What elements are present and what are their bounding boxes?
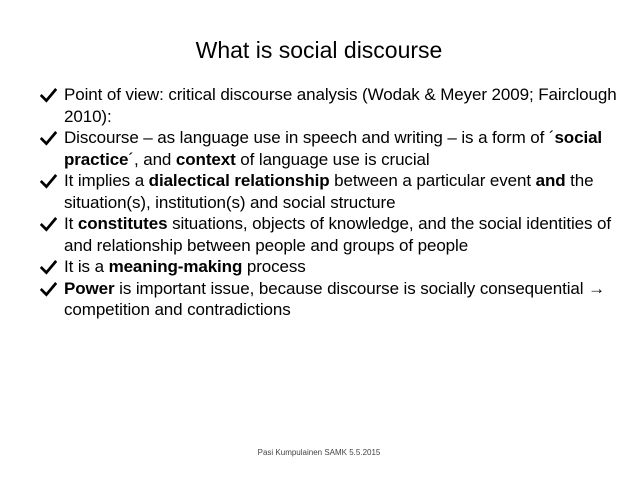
bullet-segment: situations, objects of knowledge, and the social identities of and relationship between people and groups of people — [64, 214, 611, 255]
bullet-text — [64, 171, 594, 212]
check-icon — [40, 213, 60, 234]
bold-term: Power — [64, 278, 115, 298]
bullet-segment: process — [242, 257, 306, 276]
bullet-segment: It implies a — [64, 171, 149, 190]
bullet-item — [40, 256, 620, 278]
bullet-segment: Point of view: critical discourse analysis (Wodak & Meyer 2009; Fairclough 2010): — [64, 85, 617, 126]
bold-term: → — [588, 278, 605, 298]
check-icon — [40, 170, 60, 191]
bullet-list — [40, 84, 620, 321]
bullet-text — [64, 85, 617, 126]
bold-term: and — [535, 171, 566, 190]
bullet-text — [64, 257, 306, 276]
bullet-item — [40, 213, 620, 256]
footer-credit: Pasi Kumpulainen SAMK 5.5.2015 — [257, 448, 381, 457]
bullet-segment: Discourse – as language use in speech and writing – is a form of ´ — [64, 128, 555, 147]
bullet-item — [40, 84, 620, 127]
check-icon — [40, 84, 60, 105]
bullet-text — [64, 128, 602, 169]
bullet-item — [40, 170, 620, 213]
bold-term: dialectical relationship — [148, 171, 330, 190]
bullet-segment: It — [64, 214, 78, 233]
bullet-segment: between a particular event — [329, 171, 536, 190]
bullet-item — [40, 278, 620, 321]
check-icon — [40, 278, 60, 299]
bullet-item — [40, 127, 620, 170]
bullet-text — [64, 214, 611, 255]
bold-term: social practice — [64, 128, 603, 169]
bullet-segment: is important issue, because discourse is socially consequential — [114, 278, 589, 298]
bullet-segment: competition and contradictions — [64, 300, 291, 319]
bullet-segment: ´, and — [128, 149, 176, 169]
check-icon — [40, 127, 60, 148]
slide-title: What is social discourse — [195, 37, 443, 63]
bullet-text — [64, 279, 605, 320]
bold-term: context — [175, 149, 236, 169]
bullet-segment: of language use is crucial — [235, 149, 430, 169]
bold-term: meaning-making — [108, 257, 243, 276]
bold-term: constitutes — [77, 214, 168, 233]
bullet-segment: It is a — [64, 257, 109, 276]
check-icon — [40, 256, 60, 277]
bullet-segment: the situation(s), institution(s) and social structure — [64, 171, 594, 212]
